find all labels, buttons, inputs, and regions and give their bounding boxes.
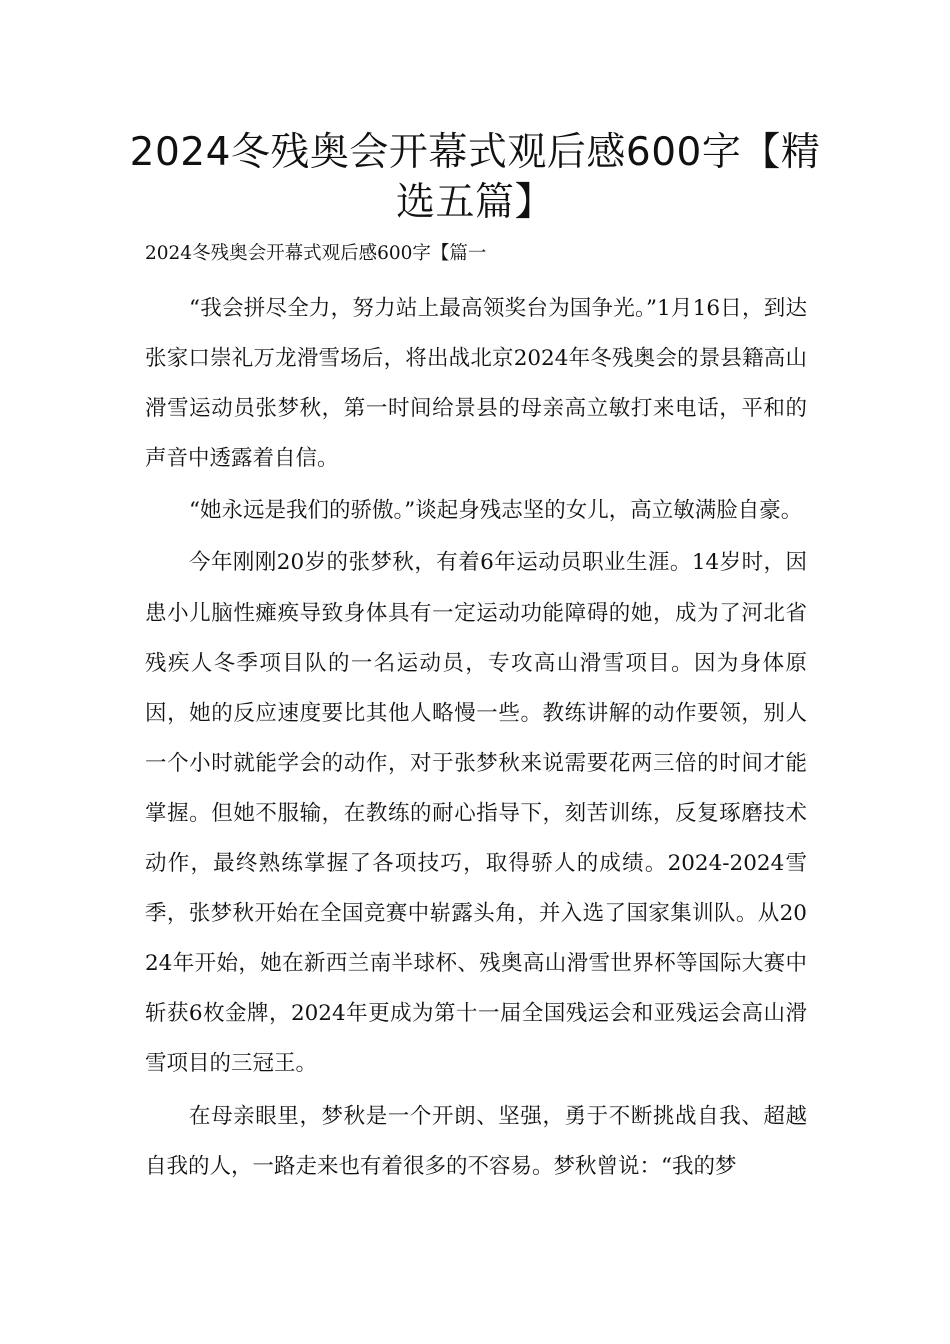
- paragraph: 今年刚刚20岁的张梦秋，有着6年运动员职业生涯。14岁时，因患小儿脑性瘫痪导致身体具有一定运动功能障碍的她，成为了河北省残疾人冬季项目队的一名运动员，专攻高山滑雪项目。因为身体原因，她的反应速度要比其他人略慢一些。教练讲解的动作要领，别人一个小时就能学会的动作，对于张梦秋来说需要花两三倍的时间才能掌握。但她不服输，在教练的耐心指导下，刻苦训练，反复琢磨技术动作，最终熟练掌握了各项技巧，取得骄人的成绩。2024-2024雪季，张梦秋开始在全国竞赛中崭露头角，并入选了国家集训队。从2024年开始，她在新西兰南半球杯、残奥高山滑雪世界杯等国际大赛中斩获6枚金牌，2024年更成为第十一届全国残运会和亚残运会高山滑雪项目的三冠王。: [145, 550, 807, 1077]
- paragraph: 在母亲眼里，梦秋是一个开朗、坚强，勇于不断挑战自我、超越自我的人，一路走来也有着很多的不容易。梦秋曾说：“我的梦: [145, 1103, 807, 1179]
- document-title: 2024冬残奥会开幕式观后感600字【精选五篇】: [129, 130, 821, 225]
- paragraph: “她永远是我们的骄傲。”谈起身残志坚的女儿，高立敏满脸自豪。: [189, 498, 803, 524]
- section-heading: 2024冬残奥会开幕式观后感600字【篇一: [145, 243, 487, 264]
- paragraph: “我会拼尽全力，努力站上最高领奖台为国争光。”1月16日，到达张家口崇礼万龙滑雪场后，将出战北京2024年冬残奥会的景县籍高山滑雪运动员张梦秋，第一时间给景县的母亲高立敏打来电话，平和的声音中透露着自信。: [145, 296, 807, 472]
- article-body: [145, 284, 807, 1194]
